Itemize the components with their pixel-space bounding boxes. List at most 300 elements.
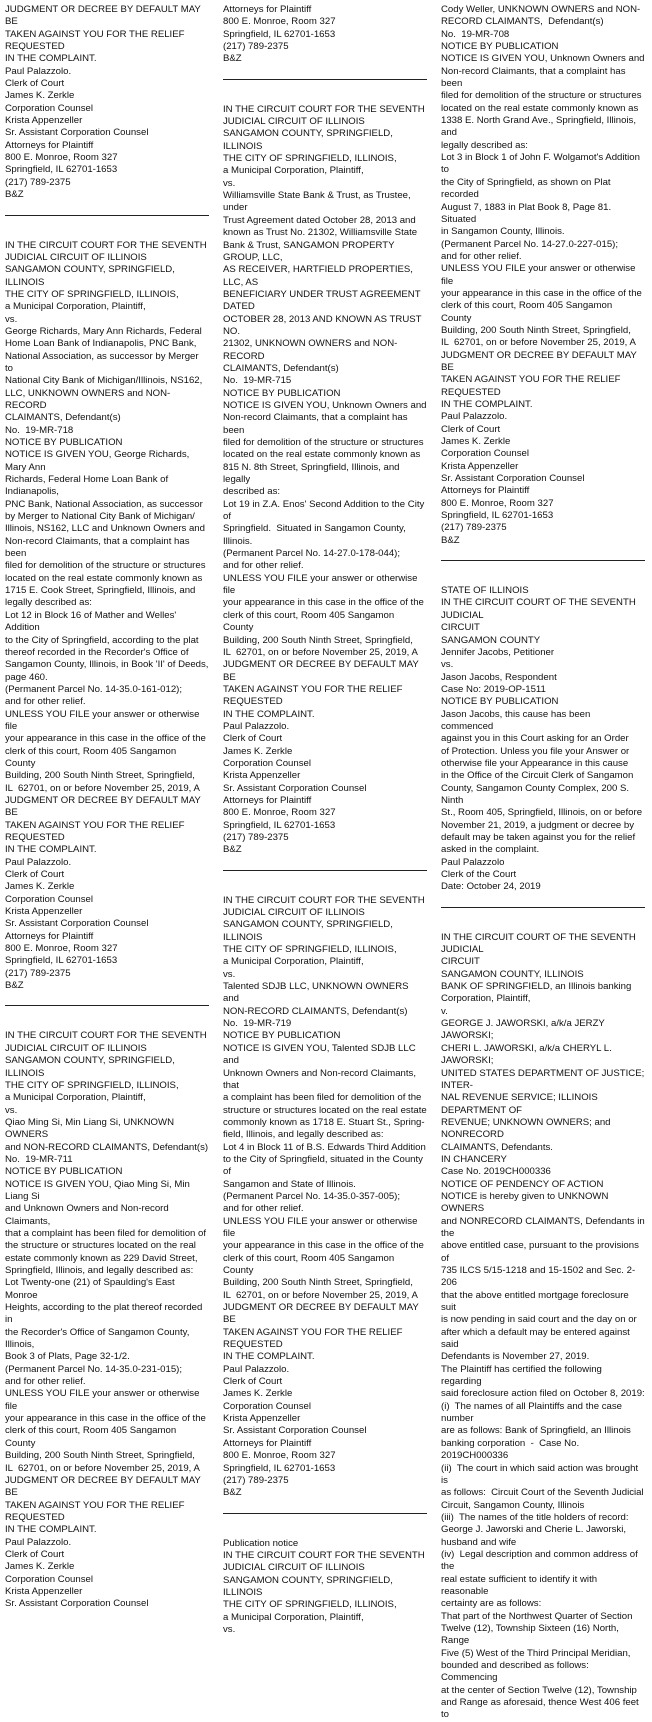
notice-line: JUDICIAL CIRCUIT OF ILLINOIS (223, 1562, 365, 1574)
notice-line: Corporation Counsel (5, 102, 93, 114)
notice-line: of Protection. Unless you file your Answer or (441, 745, 630, 757)
notice-line: NOTICE OF PENDENCY OF ACTION (441, 1178, 604, 1190)
notice-line: THE CITY OF SPRINGFIELD, ILLINOIS, (223, 153, 397, 165)
notice-line: the City of Springfield, as shown on Plat recorded (441, 176, 614, 201)
notice-line: Case No: 2019-OP-1511 (441, 683, 546, 695)
notice-line: Paul Palazzolo. (441, 411, 508, 423)
notice-line: Corporation Counsel (223, 757, 311, 769)
notice-line: SANGAMON COUNTY, SPRINGFIELD, ILLINOIS (223, 128, 396, 152)
notice-line: a Municipal Corporation, Plaintiff, (223, 956, 364, 968)
notice-line: v. (441, 1005, 448, 1017)
notice-line: located on the real estate commonly known as (223, 449, 421, 461)
notice-line: Richards, Federal Home Loan Bank of Indianapolis, (5, 474, 171, 498)
notice-line: B&Z (223, 53, 242, 65)
notice-line: Unknown Owners and Non-record Claimants, that (223, 1067, 419, 1091)
notice-line: 735 ILCS 5/15-1218 and 15-1502 and Sec. 2-206 (441, 1265, 636, 1289)
notice-line: Krista Appenzeller (5, 115, 83, 127)
notice-line: legally described as: (441, 139, 528, 151)
notice-line: Building, 200 South Ninth Street, Springfield, (223, 634, 413, 646)
notice-line: 800 E. Monroe, Room 327 (5, 152, 118, 164)
notice-line: (217) 789-2375 (5, 967, 71, 979)
notice-line: Paul Palazzolo. (5, 856, 72, 868)
notice-line: (217) 789-2375 (223, 832, 289, 843)
notice-line: B&Z (223, 1487, 242, 1499)
notice-line: NON-RECORD CLAIMANTS, Defendant(s) (223, 1005, 408, 1017)
notice-line: 800 E. Monroe, Room 327 (223, 807, 336, 819)
notice-line: Cody Weller, UNKNOWN OWNERS and NON- (441, 4, 641, 15)
notice-line: Attorneys for Plaintiff (223, 794, 312, 806)
notice-line: Springfield, IL 62701-1653 (223, 28, 336, 40)
notice-line: Paul Palazzolo. (5, 65, 72, 77)
notice-line: NOTICE IS GIVEN YOU, Unknown Owners and (223, 399, 427, 411)
notice-line: to the City of Springfield, situated in the County of (223, 1153, 426, 1178)
notice-line: asked in the complaint. (441, 844, 540, 856)
notice-line: UNLESS YOU FILE your answer or otherwise file (5, 708, 203, 732)
notice-line: and NONRECORD CLAIMANTS, Defendants in the (441, 1215, 648, 1239)
notice-line: NOTICE IS GIVEN YOU, Unknown Owners and (441, 53, 645, 65)
notice-line: 1715 E. Cook Street, Springfield, Illinois, and (5, 585, 196, 597)
notice-line: your appearance in this case in the office of the (223, 597, 424, 609)
notice-line: commonly known as 1718 E. Stuart St., Spring- (223, 1116, 425, 1128)
notice-line: your appearance in this case in the office of the (223, 1240, 424, 1252)
notice-line: B&Z (5, 980, 24, 992)
notice-line: Sr. Assistant Corporation Counsel (223, 782, 367, 794)
notice-line: 21302, UNKNOWN OWNERS and NON-RECORD (223, 338, 398, 362)
legal-notice (223, 1538, 427, 1637)
notice-line: JUDICIAL CIRCUIT OF ILLINOIS (5, 1042, 147, 1054)
notice-line: SANGAMON COUNTY, SPRINGFIELD, ILLINOIS (223, 1574, 396, 1598)
notice-line: above entitled case, pursuant to the provisions of (441, 1240, 642, 1264)
notice-line: against you in this Court asking for an Order (441, 733, 629, 745)
notice-line: Clerk of Court (5, 869, 65, 881)
notice-line: Clerk of Court (223, 733, 283, 745)
notice-line: (217) 789-2375 (223, 1474, 289, 1486)
notice-line: UNLESS YOU FILE your answer or otherwise file (441, 263, 639, 287)
notice-line: (Permanent Parcel No. 14-27.0-178-044); (223, 548, 401, 560)
notice-line: the structure or structures located on the real (5, 1240, 196, 1252)
notice-line: (iv) Legal description and common address of the (441, 1548, 641, 1573)
notice-line: JUDGMENT OR DECREE BY DEFAULT MAY BE (5, 794, 204, 819)
notice-line: Talented SDJB LLC, UNKNOWN OWNERS and (223, 981, 412, 1005)
notice-line: page 460. (5, 671, 48, 683)
notice-line: the Recorder's Office of Sangamon County, Illinois, (5, 1326, 193, 1351)
notice-line: SANGAMON COUNTY, ILLINOIS (441, 968, 584, 980)
notice-line: Home Loan Bank of Indianapolis, PNC Bank, (5, 338, 197, 350)
notice-line: Krista Appenzeller (5, 906, 83, 918)
notice-line: NOTICE IS GIVEN YOU, Qiao Ming Si, Min Liang Si (5, 1178, 193, 1202)
notice-line: NOTICE IS GIVEN YOU, George Richards, Mary Ann (5, 449, 192, 473)
notice-line: Lot 3 in Block 1 of John F. Wolgamot's Addition to (441, 152, 643, 176)
notice-line: TAKEN AGAINST YOU FOR THE RELIEF REQUESTED (223, 1326, 406, 1351)
notice-line: to the City of Springfield, according to the plat (5, 634, 199, 646)
notice-line: TAKEN AGAINST YOU FOR THE RELIEF REQUESTED (5, 819, 188, 843)
notice-line: James K. Zerkle (5, 90, 75, 102)
notice-line: Sangamon and State of Illinois. (223, 1178, 356, 1190)
notice-line: IL 62701, on or before November 25, 2019, A (5, 1462, 200, 1474)
notice-line: are as follows: Bank of Springfield, an Illinois (441, 1425, 631, 1437)
notice-line: 800 E. Monroe, Room 327 (223, 16, 336, 28)
notice-line: 1338 E. North Grand Ave., Springfield, Illinois, and (441, 115, 639, 139)
notice-line: IN THE COMPLAINT. (223, 1351, 315, 1363)
notice-divider (441, 907, 645, 908)
notice-line: AS RECEIVER, HARTFIELD PROPERTIES, LLC, AS (223, 264, 416, 288)
notice-line: The Plaintiff has certified the following regarding (441, 1363, 605, 1388)
notice-line: Publication notice (223, 1537, 299, 1549)
notice-line: TAKEN AGAINST YOU FOR THE RELIEF REQUESTED (5, 1499, 188, 1523)
notice-line: JUDICIAL CIRCUIT OF ILLINOIS (223, 907, 365, 919)
notice-line: Jason Jacobs, this cause has been commenced (441, 708, 594, 732)
notice-line: and for other relief. (441, 250, 522, 262)
notice-line: Williamsville State Bank & Trust, as Trustee, under (223, 190, 414, 214)
notice-line: JUDGMENT OR DECREE BY DEFAULT MAY BE (223, 659, 422, 683)
notice-line: B&Z (441, 534, 460, 546)
notice-line: No. 19-MR-719 (223, 1018, 292, 1030)
notice-line: NOTICE is hereby given to UNKNOWN OWNERS (441, 1190, 612, 1215)
notice-divider (223, 79, 427, 80)
notice-line: Sr. Assistant Corporation Counsel (5, 918, 149, 930)
notice-line: IN THE CIRCUIT COURT FOR THE SEVENTH (5, 239, 207, 251)
notice-line: STATE OF ILLINOIS (441, 585, 529, 597)
legal-notice (223, 104, 427, 857)
legal-notice (5, 240, 209, 993)
notice-line: Paul Palazzolo. (5, 1536, 72, 1548)
legal-notice (5, 1030, 209, 1610)
notice-line: Non-record Claimants, that a complaint has been (5, 535, 193, 560)
notice-line: James K. Zerkle (5, 881, 75, 893)
notice-line: Sr. Assistant Corporation Counsel (441, 473, 585, 485)
notice-line: JUDICIAL CIRCUIT OF ILLINOIS (223, 116, 365, 128)
notice-line: Twelve (12), Township Sixteen (16) North, Range (441, 1622, 622, 1647)
notice-line: Krista Appenzeller (223, 1413, 301, 1425)
notice-line: George J. Jaworski and Cherie L. Jaworski, (441, 1524, 627, 1536)
legal-notice (441, 585, 645, 894)
notice-line: Corporation, Plaintiff, (441, 993, 531, 1005)
notice-line: August 7, 1883 in Plat Book 8, Page 81. Situated (441, 201, 617, 225)
notice-line: and for other relief. (5, 696, 86, 708)
notice-line: CLAIMANTS, Defendant(s) (5, 412, 121, 424)
notice-line: at the center of Section Twelve (12), Township (441, 1684, 637, 1696)
notice-line: RECORD CLAIMANTS, Defendant(s) (441, 16, 604, 28)
notice-line: SANGAMON COUNTY, SPRINGFIELD, ILLINOIS (5, 264, 178, 288)
notice-line: Jason Jacobs, Respondent (441, 671, 557, 683)
notice-line: NOTICE BY PUBLICATION (223, 1030, 341, 1042)
notice-line: filed for demolition of the structure or structures (5, 560, 206, 572)
notice-line: a Municipal Corporation, Plaintiff, (5, 1092, 146, 1104)
notice-line: (Permanent Parcel No. 14-35.0-231-015); (5, 1363, 183, 1375)
notice-line: Heights, according to the plat thereof recorded in (5, 1302, 205, 1326)
notice-line: is now pending in said court and the day on or (441, 1314, 637, 1326)
notice-line: PNC Bank, National Association, as successor (5, 498, 203, 510)
notice-line: 800 E. Monroe, Room 327 (223, 1450, 336, 1462)
notice-line: Building, 200 South Ninth Street, Springfield, (223, 1277, 413, 1289)
notice-line: thereof recorded in the Recorder's Office of (5, 646, 189, 658)
notice-line: 815 N. 8th Street, Springfield, Illinois, and legally (223, 461, 403, 486)
notice-line: Sr. Assistant Corporation Counsel (5, 1598, 149, 1610)
notice-line: vs. (5, 1104, 18, 1116)
notice-divider (441, 560, 645, 561)
notice-line: Lot Twenty-one (21) of Spaulding's East Monroe (5, 1277, 178, 1301)
notice-line: Circuit, Sangamon County, Illinois (441, 1499, 585, 1511)
notice-line: that the above entitled mortgage foreclosure suit (441, 1289, 632, 1314)
notice-line: after which a default may be entered against said (441, 1326, 633, 1351)
notice-line: (Permanent Parcel No. 14-35.0-161-012); (5, 683, 183, 695)
notice-line: Book 3 of Plats, Page 32-1/2. (5, 1351, 130, 1363)
notice-line: SANGAMON COUNTY (441, 634, 541, 646)
notice-line: IL 62701, on or before November 25, 2019, A (441, 337, 636, 349)
notice-line: a complaint has been filed for demolition of the (223, 1092, 422, 1104)
notice-line: CIRCUIT (441, 622, 480, 634)
notice-line: (217) 789-2375 (5, 176, 71, 188)
notice-line: said foreclosure action filed on October 8, 2019: (441, 1388, 645, 1400)
notice-divider (5, 1005, 209, 1006)
notice-line: Clerk of Court (223, 1376, 283, 1388)
notice-line: UNLESS YOU FILE your answer or otherwise file (5, 1388, 203, 1412)
notice-line: clerk of this court, Room 405 Sangamon County (5, 745, 179, 769)
notice-line: CIRCUIT (441, 956, 480, 968)
notice-line: NOTICE IS GIVEN YOU, Talented SDJB LLC and (223, 1042, 419, 1067)
notice-line: Springfield, Illinois, and legally described as: (5, 1265, 194, 1276)
notice-line: vs. (441, 659, 454, 671)
notice-line: clerk of this court, Room 405 Sangamon County (223, 1252, 397, 1276)
notice-line: and Unknown Owners and Non-record Claimants, (5, 1203, 172, 1227)
notice-line: UNLESS YOU FILE your answer or otherwise file (223, 1215, 421, 1239)
notice-line: Building, 200 South Ninth Street, Springfield, (441, 324, 631, 336)
notice-line: Lot 19 in Z.A. Enos' Second Addition to the City of (223, 498, 427, 523)
notice-line: Clerk of Court (441, 423, 501, 435)
notice-line: Building, 200 South Ninth Street, Springfield, (5, 1450, 195, 1462)
notice-line: That part of the Northwest Quarter of Section (441, 1610, 633, 1622)
notice-line: No. 19-MR-718 (5, 424, 74, 436)
notice-line: IN CHANCERY (441, 1153, 507, 1165)
notice-line: THE CITY OF SPRINGFIELD, ILLINOIS, (5, 1079, 179, 1091)
notice-line: Sr. Assistant Corporation Counsel (5, 127, 149, 139)
notice-line: James K. Zerkle (441, 436, 511, 448)
notice-line: TAKEN AGAINST YOU FOR THE RELIEF REQUESTED (5, 28, 188, 53)
notice-line: Attorneys for Plaintiff (223, 1437, 312, 1449)
notice-line: JUDGMENT OR DECREE BY DEFAULT MAY BE (5, 1474, 204, 1499)
notice-line: IN THE COMPLAINT. (5, 844, 97, 856)
notice-line: BANK OF SPRINGFIELD, an Illinois banking (441, 981, 632, 993)
notice-line: IN THE CIRCUIT COURT OF THE SEVENTH JUDICIAL (441, 597, 639, 621)
notice-line: IN THE COMPLAINT. (441, 399, 533, 410)
notice-line: JUDGMENT OR DECREE BY DEFAULT MAY BE (5, 4, 204, 28)
notice-line: and for other relief. (223, 560, 304, 572)
notice-line: THE CITY OF SPRINGFIELD, ILLINOIS, (223, 944, 397, 956)
notice-line: Springfield, IL 62701-1653 (223, 1462, 336, 1474)
notice-line: James K. Zerkle (223, 1388, 293, 1400)
notice-line: (Permanent Parcel No. 14-27.0-227-015); (441, 238, 619, 250)
notice-line: known as Trust No. 21302, Williamsville State (223, 227, 418, 239)
notice-line: NOTICE BY PUBLICATION (5, 437, 123, 448)
notice-line: St., Room 405, Springfield, Illinois, on or before (441, 807, 643, 819)
notice-line: IN THE CIRCUIT COURT FOR THE SEVENTH (223, 894, 425, 906)
notice-line: Lot 4 in Block 11 of B.S. Edwards Third Addition (223, 1141, 426, 1153)
notice-line: by Merger to National City Bank of Michigan/ (5, 511, 195, 523)
notice-line: THE CITY OF SPRINGFIELD, ILLINOIS, (223, 1599, 397, 1611)
notice-line: structure or structures located on the real estate (223, 1104, 427, 1116)
notice-line: Sr. Assistant Corporation Counsel (223, 1425, 367, 1437)
notice-line: IN THE CIRCUIT COURT FOR THE SEVENTH (223, 103, 425, 115)
notice-line: located on the real estate commonly known as (441, 102, 639, 114)
notice-line: default may be taken against you for the relief (441, 832, 636, 843)
notice-line: National Association, as successor by Merger to (5, 350, 202, 374)
legal-notice (223, 4, 427, 66)
notice-line: Illinois, NS162, LLC and Unknown Owners and (5, 523, 205, 535)
notice-line: IN THE CIRCUIT COURT FOR THE SEVENTH (223, 1549, 425, 1561)
notice-line: No. 19-MR-711 (5, 1153, 73, 1165)
notice-line: Sangamon County, Illinois, in Book 'II' of Deeds, (5, 659, 209, 671)
notice-line: B&Z (223, 844, 242, 856)
notice-line: Krista Appenzeller (223, 770, 301, 782)
notice-line: Bank & Trust, SANGAMON PROPERTY GROUP, LLC, (223, 239, 397, 263)
notice-line: UNLESS YOU FILE your answer or otherwise file (223, 572, 421, 597)
notice-line: estate commonly known as 229 David Street, (5, 1252, 198, 1264)
legal-notice (5, 4, 209, 202)
notice-line: your appearance in this case in the office of the (5, 733, 206, 745)
notice-line: otherwise file your Appearance in this cause (441, 757, 629, 769)
notice-line: JUDGMENT OR DECREE BY DEFAULT MAY BE (223, 1302, 422, 1326)
notice-line: 800 E. Monroe, Room 327 (5, 943, 118, 955)
notice-line: Corporation Counsel (223, 1400, 311, 1412)
notice-line: Attorneys for Plaintiff (223, 4, 312, 15)
notice-line: Attorneys for Plaintiff (441, 485, 530, 497)
notice-line: LLC, UNKNOWN OWNERS and NON-RECORD (5, 387, 171, 411)
notice-line: vs. (223, 968, 236, 980)
notice-line: and NON-RECORD CLAIMANTS, Defendant(s) (5, 1141, 209, 1153)
notice-line: filed for demolition of the structure or structures (441, 90, 642, 102)
notice-line: SANGAMON COUNTY, SPRINGFIELD, ILLINOIS (223, 919, 396, 943)
notice-line: Non-record Claimants, that a complaint has been (223, 412, 411, 436)
notice-line: NOTICE BY PUBLICATION (441, 696, 559, 708)
notice-divider (223, 870, 427, 871)
notice-line: Springfield, IL 62701-1653 (223, 819, 336, 831)
notice-line: No. 19-MR-708 (441, 28, 510, 40)
notice-line: Paul Palazzolo (441, 856, 505, 868)
notice-line: a Municipal Corporation, Plaintiff, (5, 301, 146, 313)
legal-notice (223, 895, 427, 1500)
notice-line: (iii) The names of the title holders of record: (441, 1511, 629, 1523)
notice-line: and for other relief. (5, 1376, 86, 1388)
notice-line: Jennifer Jacobs, Petitioner (441, 646, 555, 658)
notice-line: located on the real estate commonly known as (5, 572, 203, 584)
legal-notice (441, 931, 648, 1722)
notice-line: Qiao Ming Si, Min Liang Si, UNKNOWN OWNERS (5, 1116, 177, 1141)
notice-line: JUDGMENT OR DECREE BY DEFAULT MAY BE (441, 349, 640, 373)
notice-line: in Sangamon County, Illinois. (441, 226, 565, 238)
notice-line: a Municipal Corporation, Plaintiff, (223, 165, 364, 177)
notice-line: SANGAMON COUNTY, SPRINGFIELD, ILLINOIS (5, 1055, 178, 1079)
notice-line: Corporation Counsel (441, 448, 529, 460)
notice-divider (5, 215, 209, 216)
notice-line: Date: October 24, 2019 (441, 881, 541, 893)
notice-line: James K. Zerkle (223, 745, 293, 757)
notice-line: NOTICE BY PUBLICATION (441, 41, 559, 53)
notice-line: and Range as aforesaid, thence West 406 feet to (441, 1697, 642, 1721)
notice-line: Five (5) West of the Third Principal Meridian, (441, 1647, 631, 1659)
notice-line: your appearance in this case in the office of the (441, 287, 642, 299)
notice-line: George Richards, Mary Ann Richards, Federal (5, 325, 202, 337)
legal-notice (441, 4, 645, 547)
column-1 (5, 4, 209, 1611)
notice-line: clerk of this court, Room 405 Sangamon County (5, 1425, 179, 1449)
notice-line: real estate sufficient to identify it with reasonable (441, 1573, 600, 1597)
notice-line: vs. (5, 313, 18, 325)
notice-line: County, Sangamon County Complex, 200 S. Ninth (441, 782, 632, 806)
notice-line: 800 E. Monroe, Room 327 (441, 497, 554, 509)
notice-line: CHERI L. JAWORSKI, a/k/a CHERYL L. JAWORSKI; (441, 1042, 615, 1067)
notice-line: Corporation Counsel (5, 1573, 93, 1585)
column-3 (441, 4, 648, 1722)
notice-line: banking corporation - Case No. 2019CH000336 (441, 1437, 582, 1462)
notice-line: TAKEN AGAINST YOU FOR THE RELIEF REQUESTED (223, 683, 406, 708)
notice-line: BENEFICIARY UNDER TRUST AGREEMENT DATED (223, 288, 424, 313)
notice-line: Clerk of the Court (441, 869, 517, 881)
notice-line: and for other relief. (223, 1203, 304, 1215)
notice-line: Lot 12 in Block 16 of Mather and Welles' Addition (5, 609, 179, 634)
notice-line: vs. (223, 177, 236, 189)
notice-line: (i) The names of all Plaintiffs and the case number (441, 1400, 625, 1425)
notice-line: your appearance in this case in the office of the (5, 1413, 206, 1425)
notice-line: Corporation Counsel (5, 893, 93, 905)
notice-line: clerk of this court, Room 405 Sangamon County (223, 609, 397, 634)
notice-line: as follows: Circuit Court of the Seventh Judicial (441, 1487, 644, 1499)
notice-line: clerk of this court, Room 405 Sangamon County (441, 300, 615, 324)
notice-line: (ii) The court in which said action was brought is (441, 1462, 641, 1486)
notice-line: vs. (223, 1623, 236, 1635)
notice-line: certainty are as follows: (441, 1598, 542, 1610)
notice-line: IL 62701, on or before November 25, 2019, A (223, 1289, 418, 1301)
notice-line: GEORGE J. JAWORSKI, a/k/a JERZY JAWORSKI; (441, 1018, 608, 1042)
notice-line: Case No. 2019CH000336 (441, 1166, 551, 1178)
notice-line: IN THE CIRCUIT COURT FOR THE SEVENTH (5, 1030, 207, 1042)
notice-line: in the Office of the Circuit Clerk of Sangamon (441, 770, 634, 782)
notice-line: IN THE COMPLAINT. (223, 708, 315, 720)
notice-line: described as: (223, 486, 281, 498)
notice-line: husband and wife (441, 1536, 517, 1548)
notice-line: bounded and described as follows: Commencing (441, 1660, 592, 1684)
notice-line: UNITED STATES DEPARTMENT OF JUSTICE; INTER- (441, 1067, 647, 1091)
notice-line: Trust Agreement dated October 28, 2013 and (223, 214, 416, 226)
notice-line: Paul Palazzolo. (223, 1363, 290, 1375)
notice-line: B&Z (5, 189, 24, 201)
notice-line: IN THE COMPLAINT. (5, 53, 97, 65)
notice-line: IN THE COMPLAINT. (5, 1524, 97, 1536)
notice-line: IL 62701, on or before November 25, 2019, A (223, 646, 418, 658)
notice-line: that a complaint has been filed for demolition of (5, 1227, 207, 1239)
notice-line: Springfield, IL 62701-1653 (5, 164, 118, 176)
notice-line: (217) 789-2375 (223, 41, 289, 53)
notice-line: filed for demolition of the structure or structures (223, 437, 424, 448)
notice-line: Building, 200 South Ninth Street, Springfield, (5, 770, 195, 782)
notice-line: James K. Zerkle (5, 1561, 75, 1573)
notice-line: CLAIMANTS, Defendant(s) (223, 362, 339, 374)
notice-line: NOTICE BY PUBLICATION (5, 1166, 123, 1178)
notice-line: legally described as: (5, 597, 92, 609)
notice-line: National City Bank of Michigan/Illinois, NS162, (5, 375, 203, 387)
notice-line: NOTICE BY PUBLICATION (223, 387, 341, 399)
notice-line: Defendants is November 27, 2019. (441, 1351, 590, 1363)
notice-line: Krista Appenzeller (441, 460, 519, 472)
notice-line: Krista Appenzeller (5, 1585, 83, 1597)
notice-line: TAKEN AGAINST YOU FOR THE RELIEF REQUESTED (441, 374, 624, 398)
notice-line: CLAIMANTS, Defendants. (441, 1141, 553, 1153)
notice-line: THE CITY OF SPRINGFIELD, ILLINOIS, (5, 288, 179, 300)
notice-line: field, Illinois, and legally described as: (223, 1129, 384, 1141)
notice-line: IL 62701, on or before November 25, 2019, A (5, 782, 200, 794)
notice-line: a Municipal Corporation, Plaintiff, (223, 1611, 364, 1623)
notice-line: Clerk of Court (5, 78, 65, 90)
notice-line: Springfield, IL 62701-1653 (5, 955, 118, 967)
